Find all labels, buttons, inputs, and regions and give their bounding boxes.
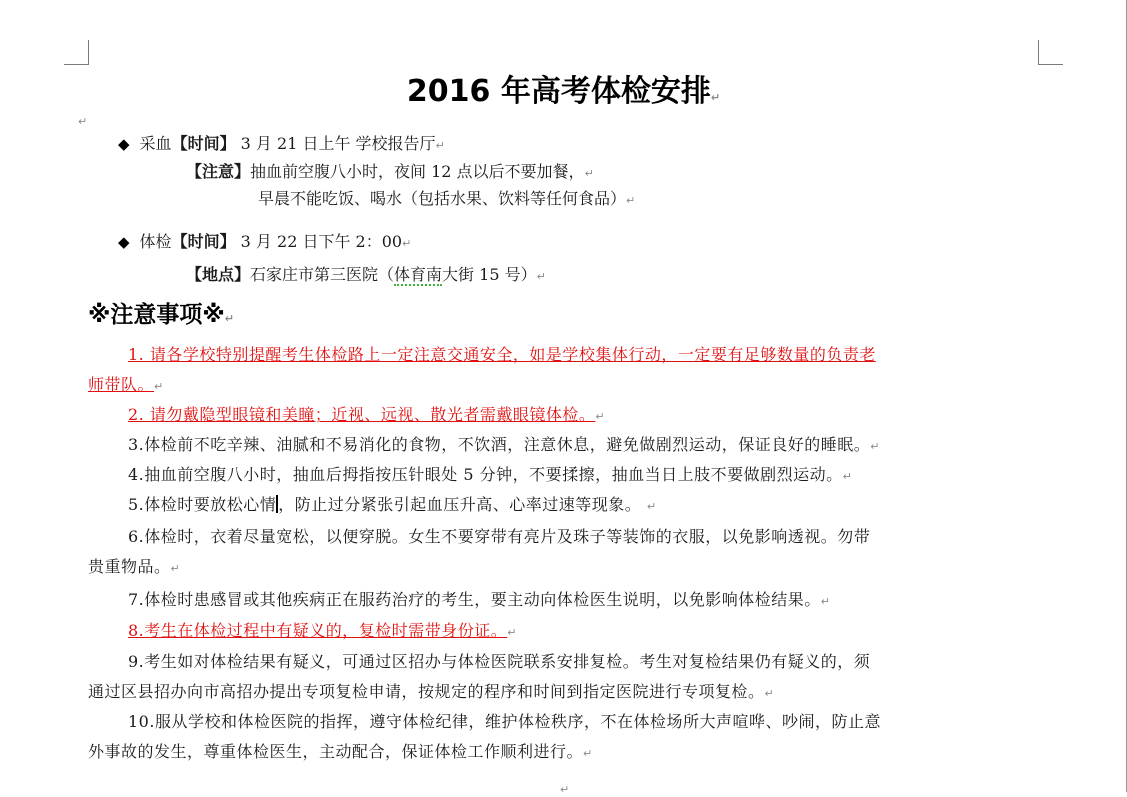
paragraph-mark-icon: ↵ bbox=[402, 237, 412, 250]
paragraph-mark-icon: ↵ bbox=[584, 167, 594, 180]
note-item-text-cont: 贵重物品。 bbox=[88, 557, 171, 576]
note-item-text: 10.服从学校和体检医院的指挥，遵守体检纪律，维护体检秩序，不在体检场所大声喧哗、吵闹，防止意 bbox=[128, 712, 881, 731]
end-paragraph[interactable] bbox=[560, 778, 569, 797]
note-item-text: 7.体检时患感冒或其他疾病正在服药治疗的考生，要主动向体检医生说明，以免影响体检结果。 bbox=[128, 590, 821, 609]
paragraph-mark-icon: ↵ bbox=[764, 687, 775, 700]
note-item-1[interactable] bbox=[88, 340, 1038, 402]
exam-time-line[interactable] bbox=[118, 232, 411, 254]
note-item-text: 8.考生在体检过程中有疑义的，复检时需带身份证。 bbox=[128, 621, 508, 640]
paragraph-mark-icon: ↵ bbox=[583, 747, 593, 760]
note-item-6[interactable] bbox=[88, 522, 1038, 584]
time-label: 【时间】 bbox=[171, 232, 236, 251]
note-item-text-cont: 师带队。 bbox=[88, 375, 155, 394]
note-item-9[interactable] bbox=[88, 647, 1038, 709]
margin-corner-top-left bbox=[64, 40, 89, 65]
note-item-4[interactable] bbox=[88, 460, 1038, 492]
diamond-bullet-icon: ◆ bbox=[118, 233, 130, 251]
note-item-text: 9.考生如对体检结果有疑义，可通过区招办与体检医院联系安排复检。考生对复检结果仍有疑义的，须 bbox=[128, 652, 871, 671]
exam-place-text-end: 大街 15 号） bbox=[442, 265, 537, 284]
paragraph-mark-icon: ↵ bbox=[435, 139, 445, 152]
exam-place-text: 石家庄市第三医院（ bbox=[250, 265, 395, 284]
blood-draw-note-text2: 早晨不能吃饭、喝水（包括水果、饮料等任何食品） bbox=[258, 189, 627, 208]
note-item-text: 1. 请各学校特别提醒考生体检路上一定注意交通安全，如是学校集体行动，一定要有足够数量的负责老 bbox=[128, 345, 876, 364]
note-item-text: 6.体检时，衣着尽量宽松，以便穿脱。女生不要穿带有亮片及珠子等装饰的衣服，以免影响透视。勿带 bbox=[128, 527, 871, 546]
paragraph-mark-icon: ↵ bbox=[154, 380, 164, 393]
paragraph-mark-icon: ↵ bbox=[560, 783, 570, 796]
blood-draw-note-line1[interactable] bbox=[186, 162, 594, 184]
margin-corner-top-right bbox=[1038, 40, 1063, 65]
note-label: 【注意】 bbox=[186, 162, 251, 181]
note-item-2[interactable] bbox=[88, 400, 1038, 432]
note-item-text: 4.抽血前空腹八小时，抽血后拇指按压针眼处 5 分钟，不要揉擦，抽血当日上肢不要做剧烈运动。 bbox=[128, 465, 843, 484]
blood-draw-label: 采血 bbox=[139, 134, 172, 153]
note-item-text-cont: 通过区县招办向市高招办提出专项复检申请，按规定的程序和时间到指定医院进行专项复检。 bbox=[88, 682, 765, 701]
note-item-5[interactable] bbox=[88, 490, 1038, 522]
blood-draw-note-line2[interactable] bbox=[258, 189, 635, 211]
note-item-10[interactable] bbox=[88, 707, 1038, 769]
document-title[interactable]: 2016 年高考体检安排↵ bbox=[406, 74, 721, 109]
paragraph-mark-icon: ↵ bbox=[710, 91, 721, 104]
note-item-8[interactable] bbox=[88, 616, 1038, 648]
note-item-text: 2. 请勿戴隐型眼镜和美瞳；近视、远视、散光者需戴眼镜体检。 bbox=[128, 405, 596, 424]
paragraph-mark-icon: ↵ bbox=[595, 410, 606, 423]
paragraph-mark-icon: ↵ bbox=[507, 626, 517, 639]
note-item-text: 5.体检时要放松心情 bbox=[128, 495, 277, 514]
note-item-text-rest: ，防止过分紧张引起血压升高、心率过速等现象。 bbox=[278, 495, 647, 514]
blood-draw-note-text1: 抽血前空腹八小时，夜间 12 点以后不要加餐， bbox=[250, 162, 585, 181]
paragraph-mark-icon: ↵ bbox=[820, 595, 831, 608]
time-label: 【时间】 bbox=[171, 134, 236, 153]
note-item-text-cont: 外事故的发生，尊重体检医生，主动配合，保证体检工作顺利进行。 bbox=[88, 742, 584, 761]
exam-time-value: 3 月 22 日下午 2：00 bbox=[235, 232, 403, 251]
paragraph-mark-icon: ↵ bbox=[842, 470, 853, 483]
paragraph-mark-icon: ↵ bbox=[224, 312, 234, 325]
blood-draw-time-line[interactable] bbox=[118, 134, 445, 156]
place-label: 【地点】 bbox=[186, 265, 251, 284]
paragraph-mark-icon: ↵ bbox=[78, 115, 88, 128]
notes-heading[interactable]: ※注意事项※↵ bbox=[88, 302, 234, 328]
exam-place-line[interactable] bbox=[186, 265, 546, 287]
diamond-bullet-icon: ◆ bbox=[118, 135, 130, 153]
blood-draw-time-value: 3 月 21 日上午 学校报告厅 bbox=[235, 134, 436, 153]
empty-paragraph[interactable] bbox=[78, 110, 87, 132]
grammar-underlined-text: 体育南 bbox=[394, 265, 443, 284]
note-item-3[interactable] bbox=[88, 430, 1038, 462]
note-item-7[interactable] bbox=[88, 585, 1038, 617]
exam-label: 体检 bbox=[139, 232, 172, 251]
note-item-text: 3.体检前不吃辛辣、油腻和不易消化的食物，不饮酒，注意休息，避免做剧烈运动，保证良好的睡眠。 bbox=[128, 435, 871, 454]
paragraph-mark-icon: ↵ bbox=[646, 500, 657, 513]
paragraph-mark-icon: ↵ bbox=[536, 270, 546, 283]
paragraph-mark-icon: ↵ bbox=[170, 562, 181, 575]
paragraph-mark-icon: ↵ bbox=[626, 194, 636, 207]
paragraph-mark-icon: ↵ bbox=[870, 440, 880, 453]
